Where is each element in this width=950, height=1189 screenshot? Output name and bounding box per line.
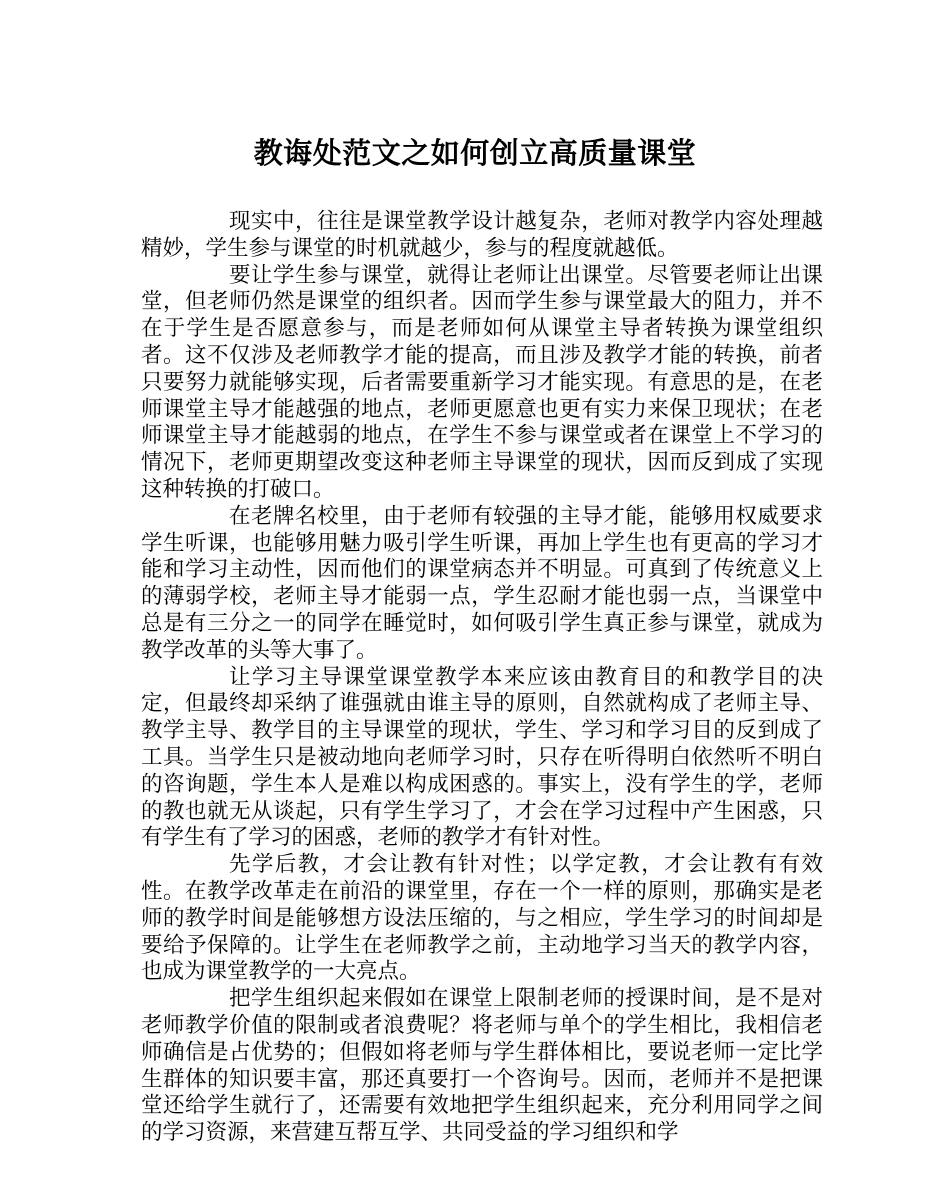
paragraph: 现实中，往往是课堂教学设计越复杂，老师对教学内容处理越精妙，学生参与课堂的时机就越少，参与的程度就越低。 xyxy=(141,209,823,261)
document-body xyxy=(141,209,823,1147)
document-title: 教诲处范文之如何创立高质量课堂 xyxy=(253,136,697,170)
paragraph: 要让学生参与课堂，就得让老师让出课堂。尽管要老师让出课堂，但老师仍然是课堂的组织者。因而学生参与课堂最大的阻力，并不在于学生是否愿意参与，而是老师如何从课堂主导者转换为课堂组织者。这不仅涉及老师教学才能的提高，而且涉及教学才能的转换，前者只要努力就能够实现，后者需要重新学习才能实现。有意思的是，在老师课堂主导才能越强的地点，老师更愿意也更有实力来保卫现状；在老师课堂主导才能越弱的地点，在学生不参与课堂或者在课堂上不学习的情况下，老师更期望改变这种老师主导课堂的现状，因而反到成了实现这种转换的打破口。 xyxy=(141,262,823,502)
paragraph: 先学后教，才会让教有针对性；以学定教，才会让教有有效性。在教学改革走在前沿的课堂里，存在一个一样的原则，那确实是老师的教学时间是能够想方设法压缩的，与之相应，学生学习的时间却是要给予保障的。让学生在老师教学之前，主动地学习当天的教学内容，也成为课堂教学的一大亮点。 xyxy=(141,852,823,985)
paragraph: 把学生组织起来假如在课堂上限制老师的授课时间，是不是对老师教学价值的限制或者浪费呢？将老师与单个的学生相比，我相信老师确信是占优势的；但假如将老师与学生群体相比，要说老师一定比学生群体的知识要丰富，那还真要打一个咨询号。因而，老师并不是把课堂还给学生就行了，还需要有效地把学生组织起来，充分利用同学之间的学习资源，来营建互帮互学、共同受益的学习组织和学 xyxy=(141,986,823,1146)
paragraph: 让学习主导课堂课堂教学本来应该由教育目的和教学目的决定，但最终却采纳了谁强就由谁主导的原则，自然就构成了老师主导、教学主导、教学目的主导课堂的现状，学生、学习和学习目的反到成了工具。当学生只是被动地向老师学习时，只存在听得明白依然听不明白的咨询题，学生本人是难以构成困惑的。事实上，没有学生的学，老师的教也就无从谈起，只有学生学习了，才会在学习过程中产生困惑，只有学生有了学习的困惑，老师的教学才有针对性。 xyxy=(141,664,823,851)
paragraph: 在老牌名校里，由于老师有较强的主导才能，能够用权威要求学生听课，也能够用魅力吸引学生听课，再加上学生也有更高的学习才能和学习主动性，因而他们的课堂病态并不明显。可真到了传统意义上的薄弱学校，老师主导才能弱一点，学生忍耐才能也弱一点，当课堂中总是有三分之一的同学在睡觉时，如何吸引学生真正参与课堂，就成为教学改革的头等大事了。 xyxy=(141,503,823,663)
